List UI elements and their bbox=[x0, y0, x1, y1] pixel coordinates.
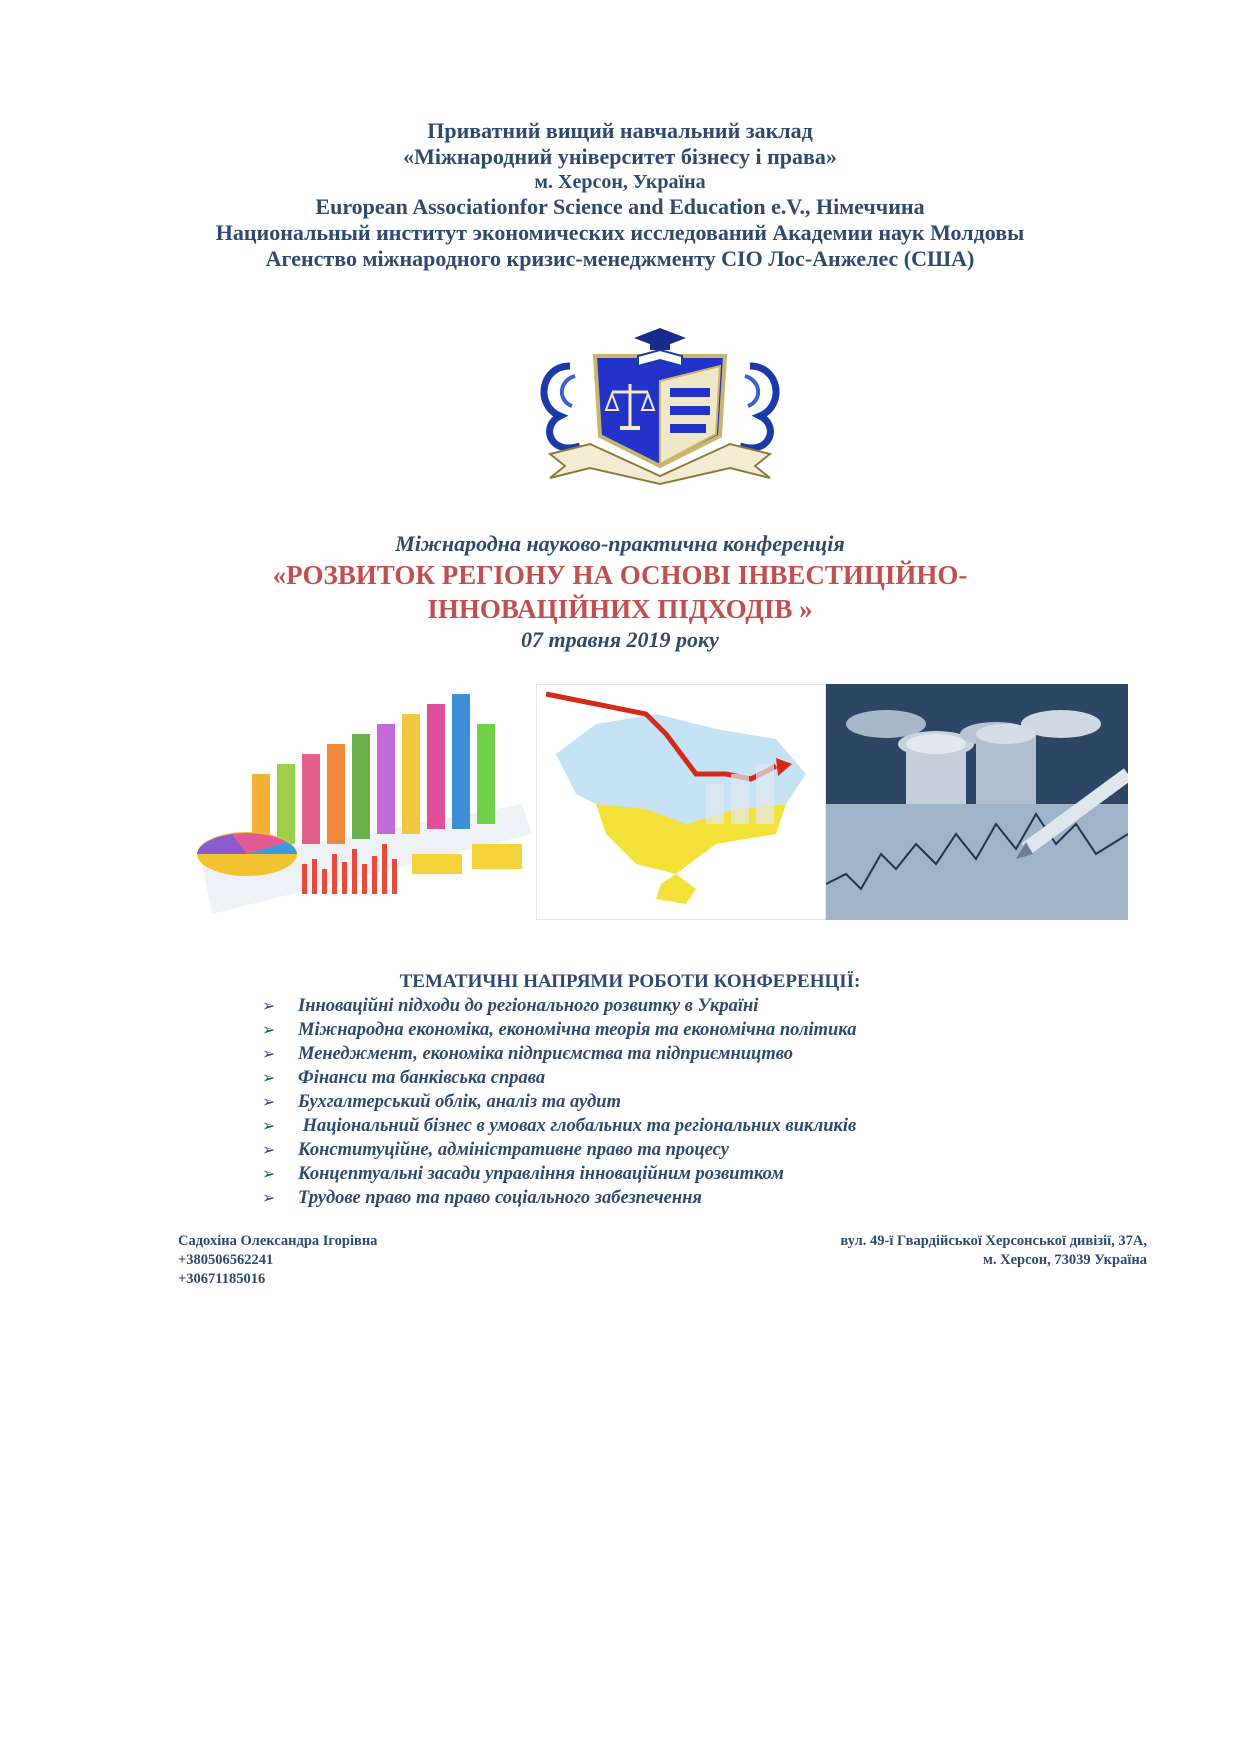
contact-phone-2[interactable]: +30671185016 bbox=[178, 1271, 266, 1287]
address-line-2: м. Херсон, 73039 Україна bbox=[982, 1252, 1147, 1268]
conference-block bbox=[0, 530, 1240, 654]
arrow-bullet-icon: ➢ bbox=[262, 1188, 276, 1207]
organizer-line-2: «Міжнародний університет бізнесу і права» bbox=[403, 144, 837, 169]
topic-label: Міжнародна економіка, економічна теорія та економічна політика bbox=[298, 1020, 857, 1040]
list-item bbox=[262, 1186, 1240, 1210]
organizer-line-6: Агенство міжнародного кризис-менеджменту СІО Лос-Анжелес (США) bbox=[265, 246, 975, 271]
topic-label: Фінанси та банківська справа bbox=[298, 1068, 546, 1088]
topic-label: Національний бізнес в умовах глобальних та регіональних викликів bbox=[298, 1116, 857, 1136]
address-line-1: вул. 49-ї Гвардійської Херсонської дивізії, 37А, bbox=[840, 1233, 1147, 1249]
list-item bbox=[262, 1018, 1240, 1042]
conference-date: 07 травня 2019 року bbox=[521, 627, 719, 652]
arrow-bullet-icon: ➢ bbox=[262, 1116, 276, 1135]
list-item bbox=[262, 1066, 1240, 1090]
arrow-bullet-icon: ➢ bbox=[262, 1164, 276, 1183]
contact-address bbox=[840, 1232, 1147, 1270]
banner-ukraine-map-image bbox=[536, 684, 826, 920]
arrow-bullet-icon: ➢ bbox=[262, 1044, 276, 1063]
conference-subtitle: Міжнародна науково-практична конференція bbox=[395, 531, 845, 556]
conference-title-line-2: ІННОВАЦІЙНИХ ПІДХОДІВ » bbox=[427, 594, 813, 624]
organizers-header bbox=[0, 118, 1240, 272]
arrow-bullet-icon: ➢ bbox=[262, 1020, 276, 1039]
list-item bbox=[262, 1138, 1240, 1162]
list-item bbox=[262, 1114, 1240, 1138]
organizer-line-5: Национальный институт экономических исследований Академии наук Молдовы bbox=[215, 220, 1025, 245]
contact-phone-1[interactable]: +380506562241 bbox=[178, 1252, 274, 1268]
list-item bbox=[262, 1090, 1240, 1114]
topic-label: Конституційне, адміністративне право та процесу bbox=[298, 1140, 729, 1160]
organizer-line-3: м. Херсон, Україна bbox=[534, 171, 706, 193]
arrow-bullet-icon: ➢ bbox=[262, 1092, 276, 1111]
topics-list bbox=[0, 994, 1240, 1210]
arrow-bullet-icon: ➢ bbox=[262, 1140, 276, 1159]
organizer-line-4: European Associationfor Science and Education e.V., Німеччина bbox=[315, 194, 925, 219]
list-item bbox=[262, 1162, 1240, 1186]
topics-heading: ТЕМАТИЧНІ НАПРЯМИ РОБОТИ КОНФЕРЕНЦІЇ: bbox=[399, 971, 861, 992]
conference-title-line-1: «РОЗВИТОК РЕГІОНУ НА ОСНОВІ ІНВЕСТИЦІЙНО- bbox=[272, 560, 968, 590]
topic-label: Менеджмент, економіка підприємства та підприємництво bbox=[298, 1044, 793, 1064]
arrow-bullet-icon: ➢ bbox=[262, 996, 276, 1015]
topic-label: Концептуальні засади управління інноваційним розвитком bbox=[298, 1164, 784, 1184]
topic-label: Бухгалтерський облік, аналіз та аудит bbox=[298, 1092, 621, 1112]
banner-bar-chart-image bbox=[192, 684, 538, 920]
university-crest-logo bbox=[530, 326, 790, 486]
contact-name: Садохіна Олександра Ігорівна bbox=[178, 1233, 378, 1249]
contact-person bbox=[178, 1232, 377, 1289]
organizer-line-1: Приватний вищий навчальний заклад bbox=[427, 118, 813, 143]
topic-label: Трудове право та право соціального забезпечення bbox=[298, 1188, 702, 1208]
list-item bbox=[262, 994, 1240, 1018]
conference-topics bbox=[0, 970, 1240, 1210]
banner-coins-finance-image bbox=[826, 684, 1128, 920]
topic-label: Інноваційні підходи до регіонального розвитку в Україні bbox=[298, 996, 759, 1016]
arrow-bullet-icon: ➢ bbox=[262, 1068, 276, 1087]
list-item bbox=[262, 1042, 1240, 1066]
